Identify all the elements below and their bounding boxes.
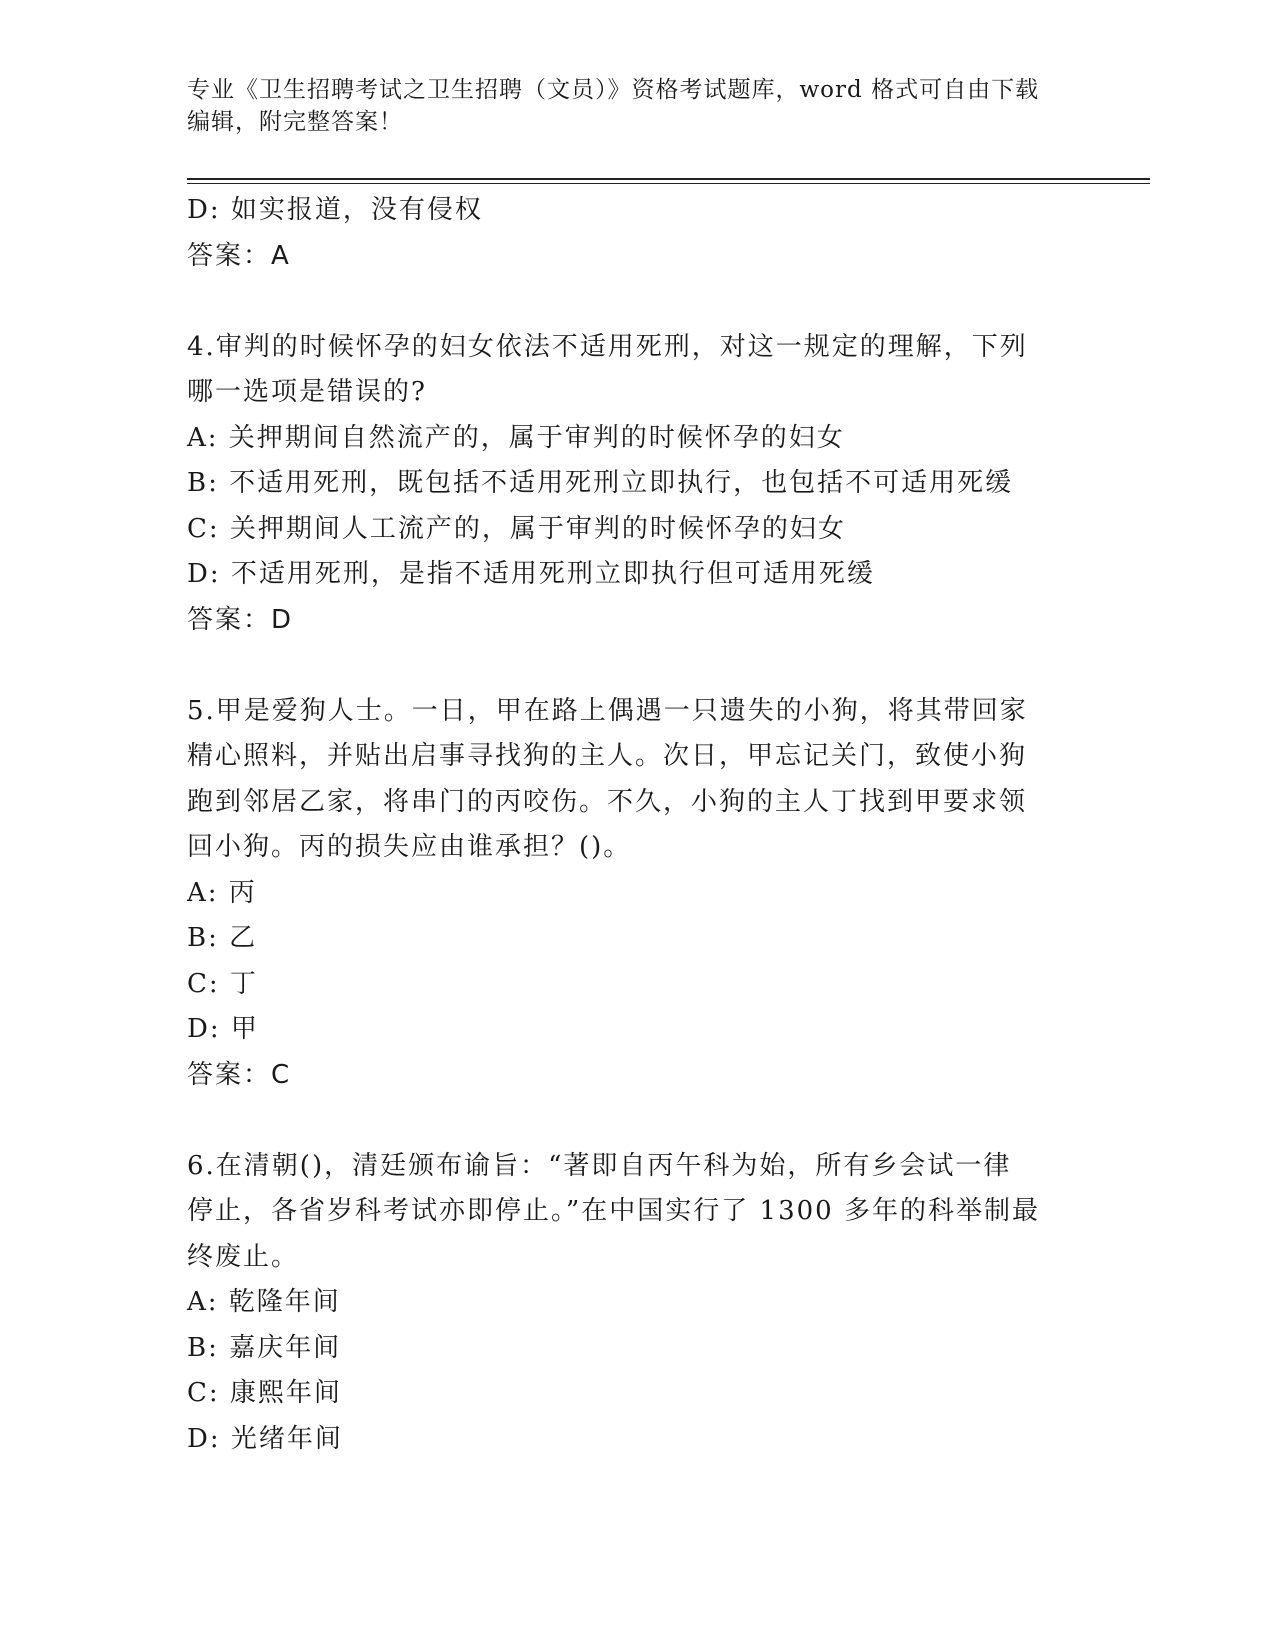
- q4-option-a: A: 关押期间自然流产的，属于审判的时候怀孕的妇女: [187, 422, 845, 453]
- question-4: [187, 325, 1087, 644]
- spacer: [187, 1098, 1087, 1144]
- header-divider-thin: [187, 183, 1150, 184]
- q4-stem-line-2: 哪一选项是错误的?: [187, 377, 427, 407]
- q4-answer: 答案：D: [187, 604, 294, 635]
- document-header: [187, 74, 1087, 138]
- header-line-1: 专业《卫生招聘考试之卫生招聘（文员）》资格考试题库，word 格式可自由下载: [187, 77, 1040, 103]
- spacer: [187, 279, 1087, 325]
- spacer: [187, 643, 1087, 689]
- q5-option-a: A: 丙: [187, 877, 257, 908]
- q5-stem-line-2: 精心照料，并贴出启事寻找狗的主人。次日，甲忘记关门，致使小狗: [187, 741, 1028, 771]
- q5-option-d: D: 甲: [187, 1014, 259, 1044]
- q5-stem-line-1: 5.甲是爱狗人士。一日，甲在路上偶遇一只遗失的小狗，将其带回家: [187, 695, 1028, 726]
- q6-stem-line-2: 停止，各省岁科考试亦即停止。”在中国实行了 1300 多年的科举制最: [187, 1196, 1040, 1226]
- q5-stem-line-4: 回小狗。丙的损失应由谁承担？()。: [187, 832, 632, 862]
- q4-stem-line-1: 4.审判的时候怀孕的妇女依法不适用死刑，对这一规定的理解，下列: [187, 331, 1028, 362]
- question-6: [187, 1144, 1087, 1463]
- q6-option-d: D: 光绪年间: [187, 1423, 343, 1454]
- q4-option-c: C: 关押期间人工流产的，属于审判的时候怀孕的妇女: [187, 513, 846, 544]
- header-line-2: 编辑，附完整答案！: [187, 109, 403, 135]
- q4-option-d: D: 不适用死刑，是指不适用死刑立即执行但可适用死缓: [187, 559, 875, 589]
- q5-stem-line-3: 跑到邻居乙家，将串门的丙咬伤。不久，小狗的主人丁找到甲要求领: [187, 786, 1028, 817]
- q5-option-c: C: 丁: [187, 968, 258, 999]
- q6-option-a: A: 乾隆年间: [187, 1287, 341, 1317]
- header-divider-thick: [187, 178, 1150, 180]
- q6-option-b: B: 嘉庆年间: [187, 1332, 342, 1363]
- q3-option-d: D: 如实报道，没有侵权: [187, 195, 483, 225]
- question-list: [187, 188, 1087, 1462]
- q6-stem-line-1: 6.在清朝()，清廷颁布谕旨：“著即自丙午科为始，所有乡会试一律: [187, 1150, 1012, 1181]
- q4-option-b: B: 不适用死刑，既包括不适用死刑立即执行，也包括不可适用死缓: [187, 468, 1014, 498]
- q6-stem-line-3: 终废止。: [187, 1241, 300, 1272]
- q3-answer: 答案：A: [187, 240, 291, 271]
- q6-option-c: C: 康熙年间: [187, 1378, 342, 1408]
- question-5: [187, 689, 1087, 1099]
- question-3-tail: [187, 188, 1087, 279]
- q5-answer: 答案：C: [187, 1059, 292, 1090]
- q5-option-b: B: 乙: [187, 923, 258, 953]
